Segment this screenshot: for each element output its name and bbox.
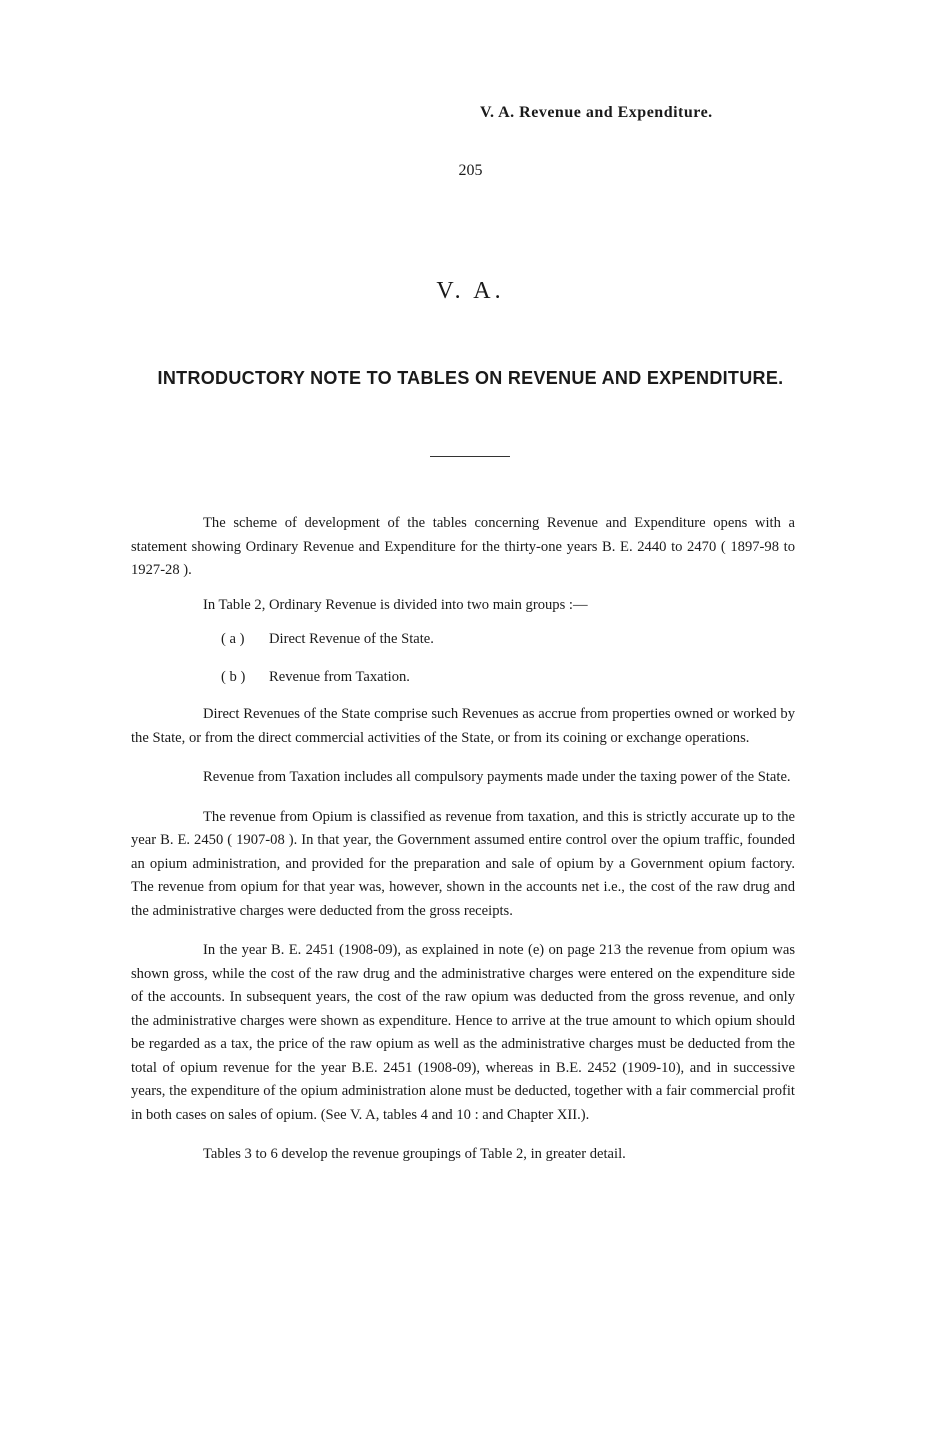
- paragraph-table-2: In Table 2, Ordinary Revenue is divided into two main groups :—: [203, 596, 588, 613]
- list-marker: ( a ): [221, 631, 245, 647]
- section-mark: V. A.: [436, 278, 505, 304]
- list-text: Direct Revenue of the State.: [269, 631, 434, 647]
- paragraph-scheme: The scheme of development of the tables concerning Revenue and Expenditure opens with a statement showing Ordinary Revenue and Expenditure for the thirty-one years B. E. 2440 to 2470 ( 1897-98 to 1927-28 ).: [131, 515, 795, 578]
- list-item: [221, 628, 795, 652]
- list-text: Revenue from Taxation.: [269, 668, 410, 685]
- page-number: 205: [458, 162, 483, 179]
- paragraph-direct-revenues: Direct Revenues of the State comprise such Revenues as accrue from properties owned or worked by the State, or from the direct commercial activities of the State, or from its coining or exchange operations.: [131, 706, 795, 746]
- list-marker: ( b ): [221, 668, 246, 685]
- paragraph-tables-3-6: Tables 3 to 6 develop the revenue groupings of Table 2, in greater detail.: [203, 1146, 626, 1162]
- section-title: INTRODUCTORY NOTE TO TABLES ON REVENUE AND EXPENDITURE.: [157, 368, 784, 388]
- paragraph-opium-accounts: In the year B. E. 2451 (1908-09), as explained in note (e) on page 213 the revenue from opium was shown gross, while the cost of the raw drug and the administrative charges were entered on the expenditure side of the accounts. In subsequent years, the cost of the raw opium was deducted from the gross revenue, and only the administrative charges were shown as expenditure. Hence to arrive at the true amount to which opium should be regarded as a tax, the price of the raw opium as well as the administrative charges must be deducted from the total of opium revenue for the year B.E. 2451 (1908-09), whereas in B.E. 2452 (1909-10), and in successive years, the expenditure of the opium administration alone must be deducted, together with a fair commercial profit in both cases on sales of opium. (See V. A, tables 4 and 10 : and Chapter XII.).: [131, 942, 795, 1123]
- title-divider: [430, 456, 510, 457]
- running-head: V. A. Revenue and Expenditure.: [480, 104, 713, 121]
- list-item: [221, 666, 795, 690]
- paragraph-opium-classification: The revenue from Opium is classified as revenue from taxation, and this is strictly accurate up to the year B. E. 2450 ( 1907-08 ). In that year, the Government assumed entire control over the opium traffic, founded an opium administration, and provided for the preparation and sale of opium by a Government opium factory. The revenue from opium for that year was, however, shown in the accounts net i.e., the cost of the raw drug and the administrative charges were deducted from the gross receipts.: [131, 808, 795, 919]
- paragraph-taxation: Revenue from Taxation includes all compulsory payments made under the taxing power of the State.: [203, 769, 791, 785]
- body-text: [131, 512, 795, 1183]
